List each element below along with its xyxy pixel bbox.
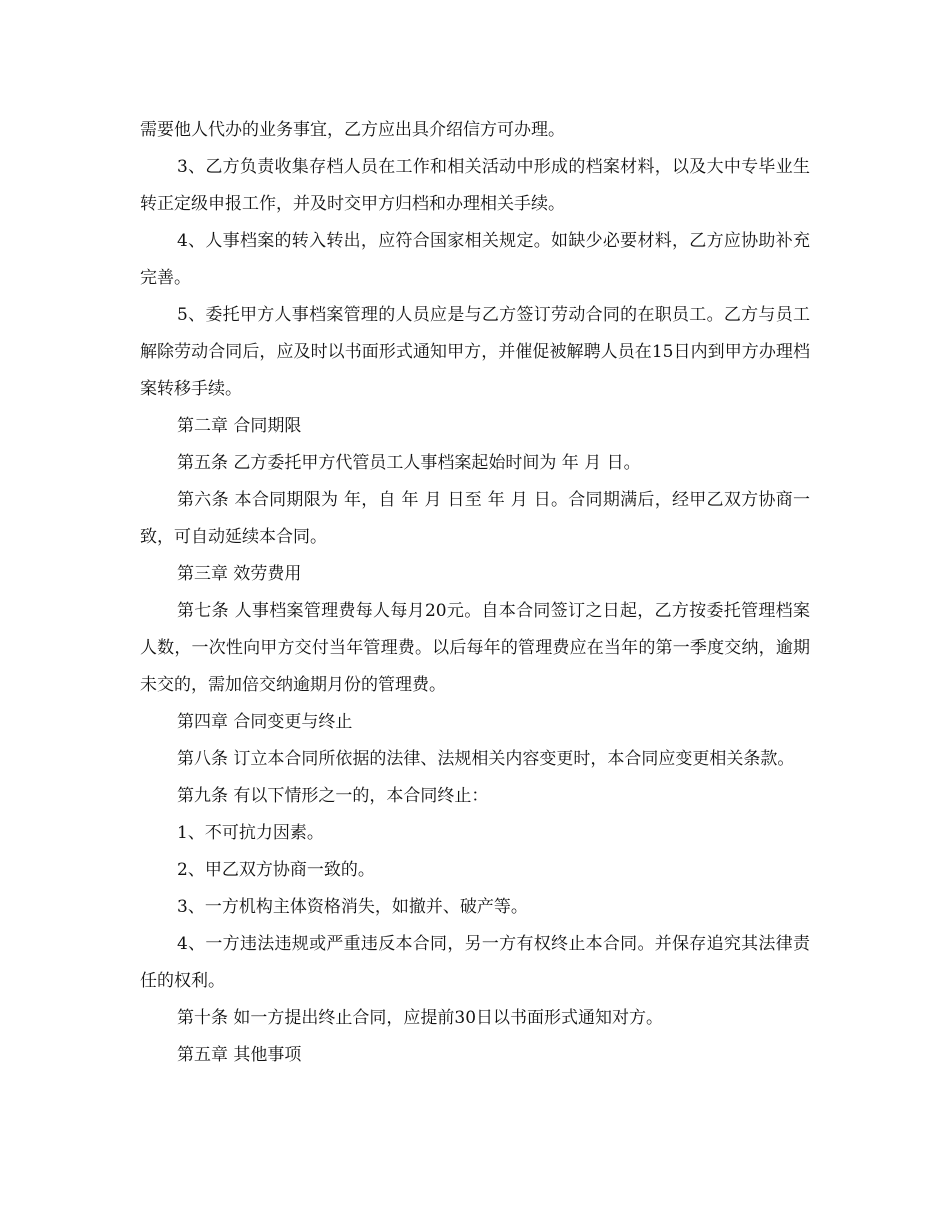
article-6: 第六条 本合同期限为 年，自 年 月 日至 年 月 日。合同期满后，经甲乙双方协商一致，可自动延续本合同。 [140,490,810,547]
article-9-item-4: 4、一方违法违规或严重违反本合同，另一方有权终止本合同。并保存追究其法律责任的权利。 [140,934,810,991]
chapter-2-heading: 第二章 合同期限 [177,416,302,436]
chapter-4-heading: 第四章 合同变更与终止 [177,712,353,732]
article-9: 第九条 有以下情形之一的，本合同终止： [177,786,489,806]
article-10: 第十条 如一方提出终止合同，应提前30日以书面形式通知对方。 [177,1008,664,1028]
paragraph-item-3: 3、乙方负责收集存档人员在工作和相关活动中形成的档案材料，以及大中专毕业生转正定级申报工作，并及时交甲方归档和办理相关手续。 [140,157,810,214]
article-8: 第八条 订立本合同所依据的法律、法规相关内容变更时，本合同应变更相关条款。 [177,749,795,769]
article-5: 第五条 乙方委托甲方代管员工人事档案起始时间为 年 月 日。 [177,453,641,473]
paragraph-item-5: 5、委托甲方人事档案管理的人员应是与乙方签订劳动合同的在职员工。乙方与员工解除劳动合同后，应及时以书面形式通知甲方，并催促被解聘人员在15日内到甲方办理档案转移手续。 [140,305,810,399]
article-9-item-1: 1、不可抗力因素。 [177,823,324,843]
paragraph-continuation: 需要他人代办的业务事宜，乙方应出具介绍信方可办理。 [140,120,565,140]
article-7: 第七条 人事档案管理费每人每月20元。自本合同签订之日起，乙方按委托管理档案人数，一次性向甲方交付当年管理费。以后每年的管理费应在当年的第一季度交纳，逾期未交的，需加倍交纳逾期月份的管理费。 [140,601,810,695]
chapter-5-heading: 第五章 其他事项 [177,1045,302,1065]
chapter-3-heading: 第三章 效劳费用 [177,564,302,584]
document-body [140,112,810,1074]
article-9-item-2: 2、甲乙双方协商一致的。 [177,860,375,880]
article-9-item-3: 3、一方机构主体资格消失，如撤并、破产等。 [177,897,528,917]
paragraph-item-4: 4、人事档案的转入转出，应符合国家相关规定。如缺少必要材料，乙方应协助补充完善。 [140,231,810,288]
